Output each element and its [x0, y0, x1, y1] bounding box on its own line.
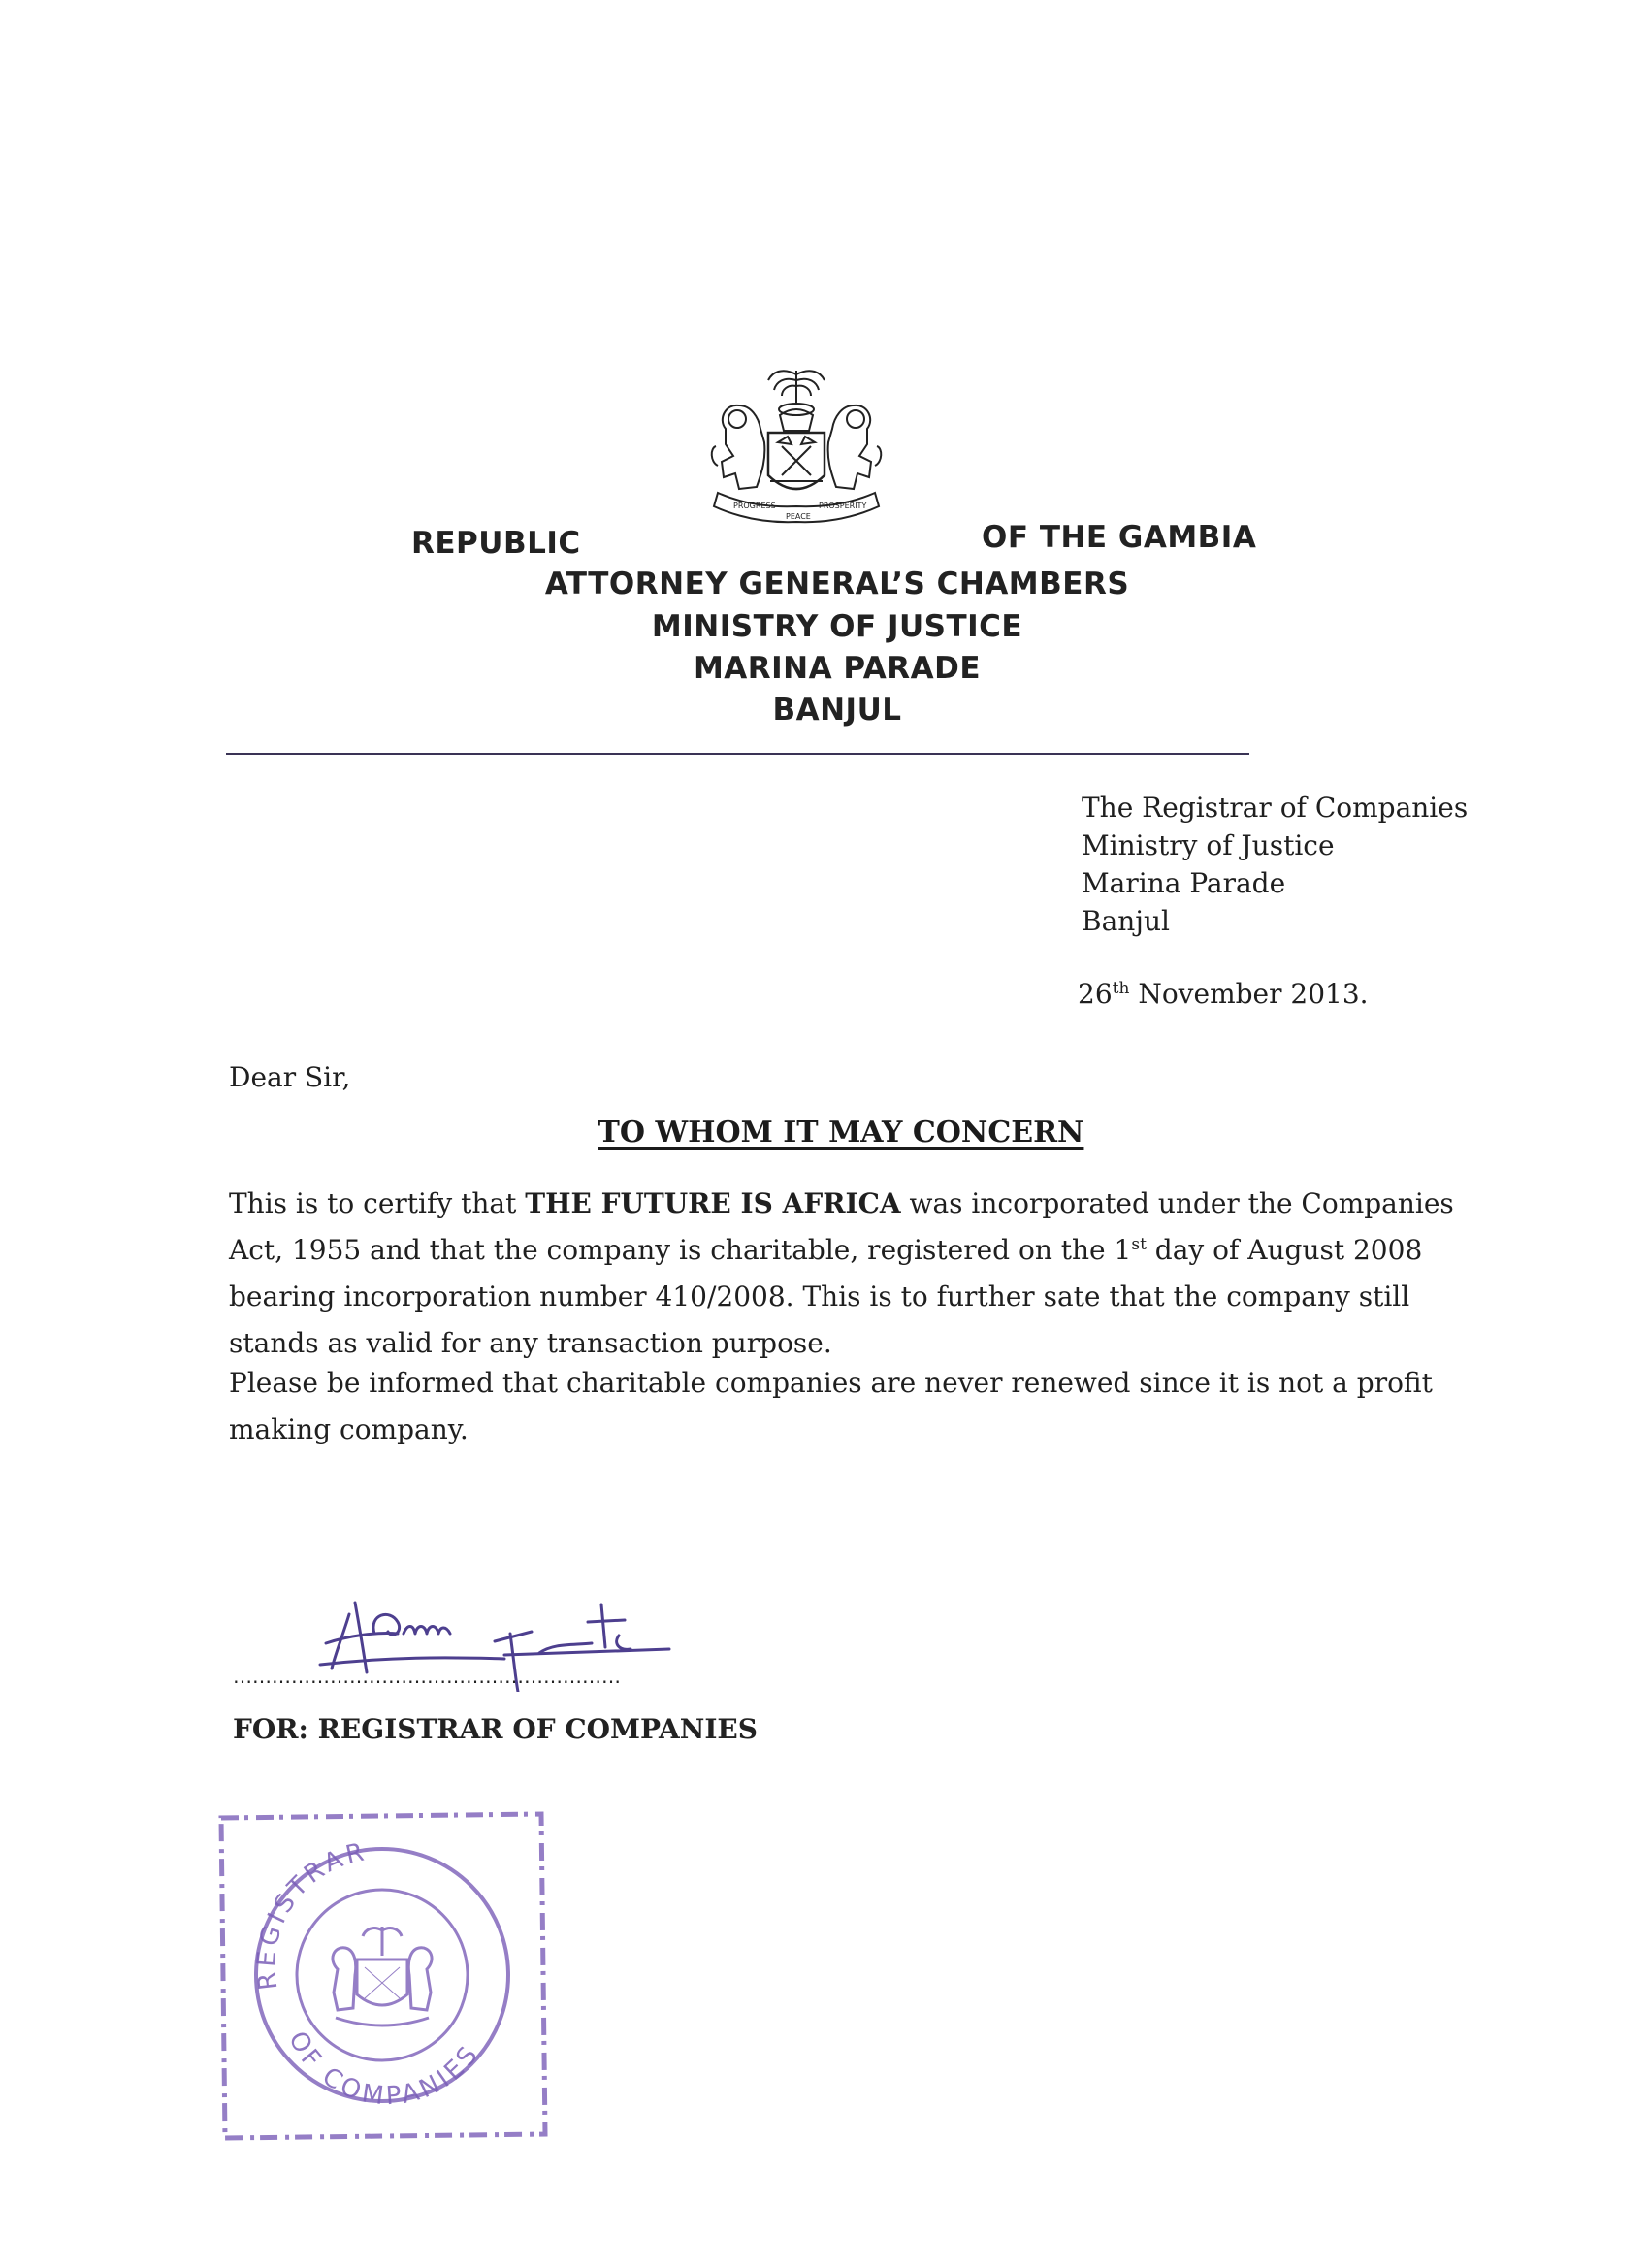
letterhead-chambers: ATTORNEY GENERAL’S CHAMBERS	[544, 567, 1130, 601]
para1-part3: day of August 2008 bearing incorporation number 410/2008. This is to further sate that the company still stands as valid for any transaction purpose.	[229, 1234, 1423, 1359]
para1-ordinal: st	[1131, 1235, 1147, 1254]
letter-heading: TO WHOM IT MAY CONCERN	[598, 1116, 1084, 1150]
motto-peace: PEACE	[786, 512, 811, 521]
recipient-line: Ministry of Justice	[1082, 829, 1335, 861]
motto-progress: PROGRESS	[733, 502, 776, 510]
signature-line: ……………………………………………………	[233, 1665, 621, 1688]
para1-part2: was incorporated under the Companies Act, 1955 and that the company is charitable, registered on the 1	[229, 1187, 1454, 1266]
motto-prosperity: PROSPERITY	[819, 502, 867, 510]
recipient-line: The Registrar of Companies	[1082, 792, 1469, 824]
letterhead-republic: REPUBLIC	[411, 526, 581, 561]
date-suffix: th	[1112, 979, 1130, 998]
recipient-line: Banjul	[1082, 905, 1170, 937]
letterhead-ministry: MINISTRY OF JUSTICE	[651, 609, 1023, 644]
letterhead-divider	[226, 753, 1249, 755]
letter-date	[1078, 978, 1369, 1010]
signatory-title: FOR: REGISTRAR OF COMPANIES	[233, 1713, 758, 1745]
notice-paragraph: Please be informed that charitable companies are never renewed since it is not a profit making company.	[229, 1367, 1433, 1445]
letterhead-city: BANJUL	[772, 693, 902, 728]
date-rest: November 2013.	[1129, 978, 1369, 1010]
salutation: Dear Sir,	[229, 1061, 351, 1093]
coat-of-arms-icon	[704, 361, 889, 535]
registrar-stamp-icon	[211, 1804, 553, 2146]
stamp-text-bottom: OF COMPANIES	[282, 2026, 486, 2112]
recipient-line: Marina Parade	[1082, 867, 1286, 899]
company-name: THE FUTURE IS AFRICA	[525, 1187, 901, 1219]
letterhead-of-the-gambia: OF THE GAMBIA	[982, 520, 1257, 555]
certification-paragraph	[229, 1181, 1490, 1367]
recipient-address	[1082, 789, 1468, 940]
para1-intro: This is to certify that	[229, 1187, 526, 1219]
date-day: 26	[1078, 978, 1113, 1010]
letterhead-street: MARINA PARADE	[693, 651, 982, 686]
stamp-text-top: REGISTRAR	[251, 1836, 371, 1992]
